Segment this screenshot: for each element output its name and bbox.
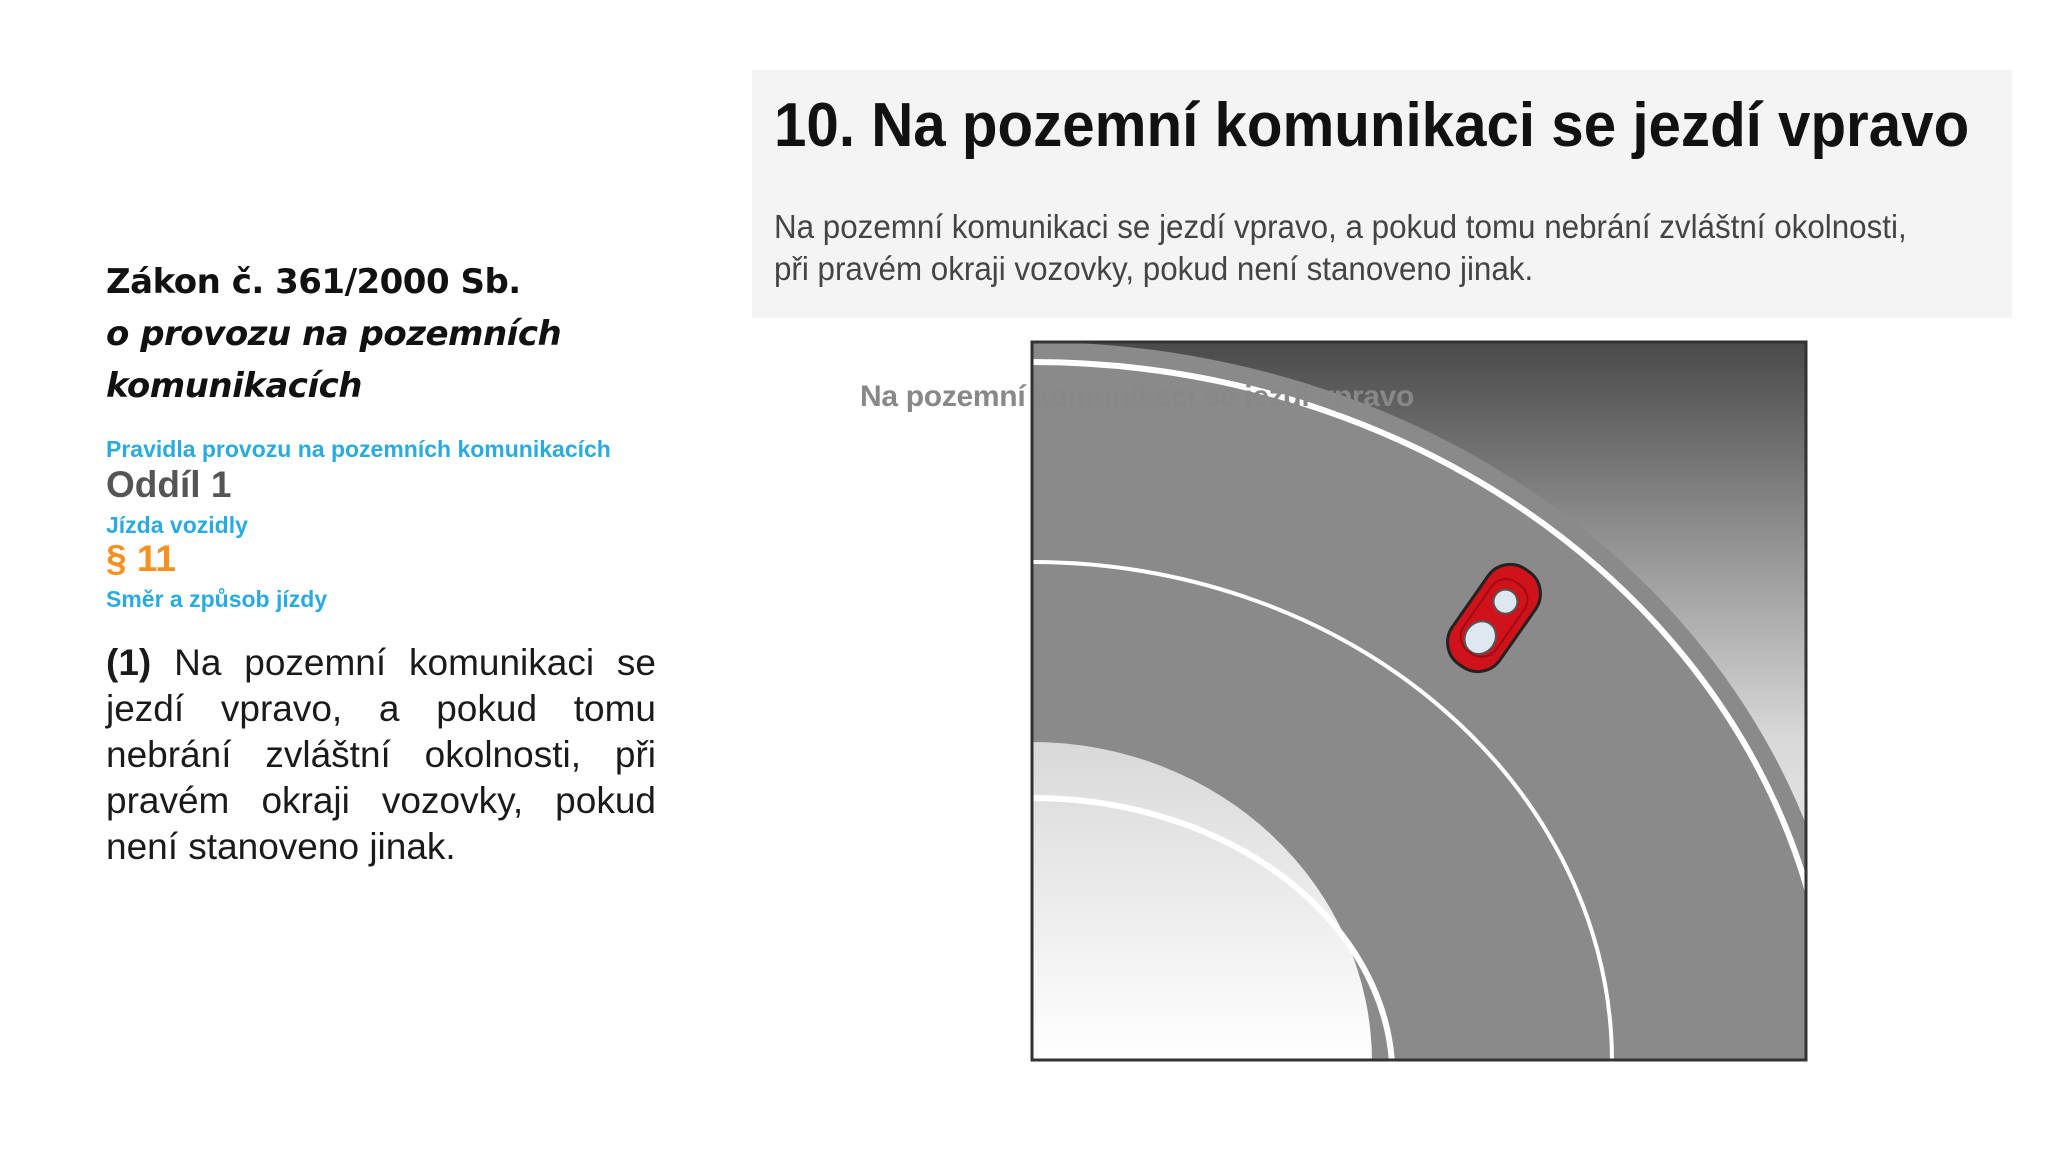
law-subtitle: o provozu na pozemních komunikacích <box>106 314 562 406</box>
figure-caption: Na pozemní komunikaci se jezdí vpravo <box>860 380 1415 413</box>
oddil-heading: Oddíl 1 <box>106 464 232 505</box>
road-illustration <box>752 318 2012 1062</box>
law-title <box>106 256 666 412</box>
road-figure <box>752 318 2012 1062</box>
jizda-heading: Jízda vozidly <box>106 512 248 538</box>
section-name: Pravidla provozu na pozemních komunikacích <box>106 436 611 462</box>
article-title: 10. Na pozemní komunikaci se jezdí vpravo <box>774 91 1970 160</box>
paragraph-text <box>106 640 656 870</box>
paragraph-clause-number: (1) <box>106 642 152 683</box>
paragraph-number: § 11 <box>106 538 176 579</box>
article-card-header <box>752 70 2012 318</box>
law-number: Zákon č. 361/2000 Sb. <box>106 262 521 302</box>
article-description: Na pozemní komunikaci se jezdí vpravo, a pokud tomu nebrání zvláštní okolnosti, při pravém okraji vozovky, pokud není stanoveno jinak. <box>774 208 1907 287</box>
paragraph-clause-text: Na pozemní komunikaci se jezdí vpravo, a pokud tomu nebrání zvláštní okolnosti, při pravém okraji vozovky, pokud není stanoveno jinak. <box>106 642 657 867</box>
smer-heading: Směr a způsob jízdy <box>106 586 328 612</box>
